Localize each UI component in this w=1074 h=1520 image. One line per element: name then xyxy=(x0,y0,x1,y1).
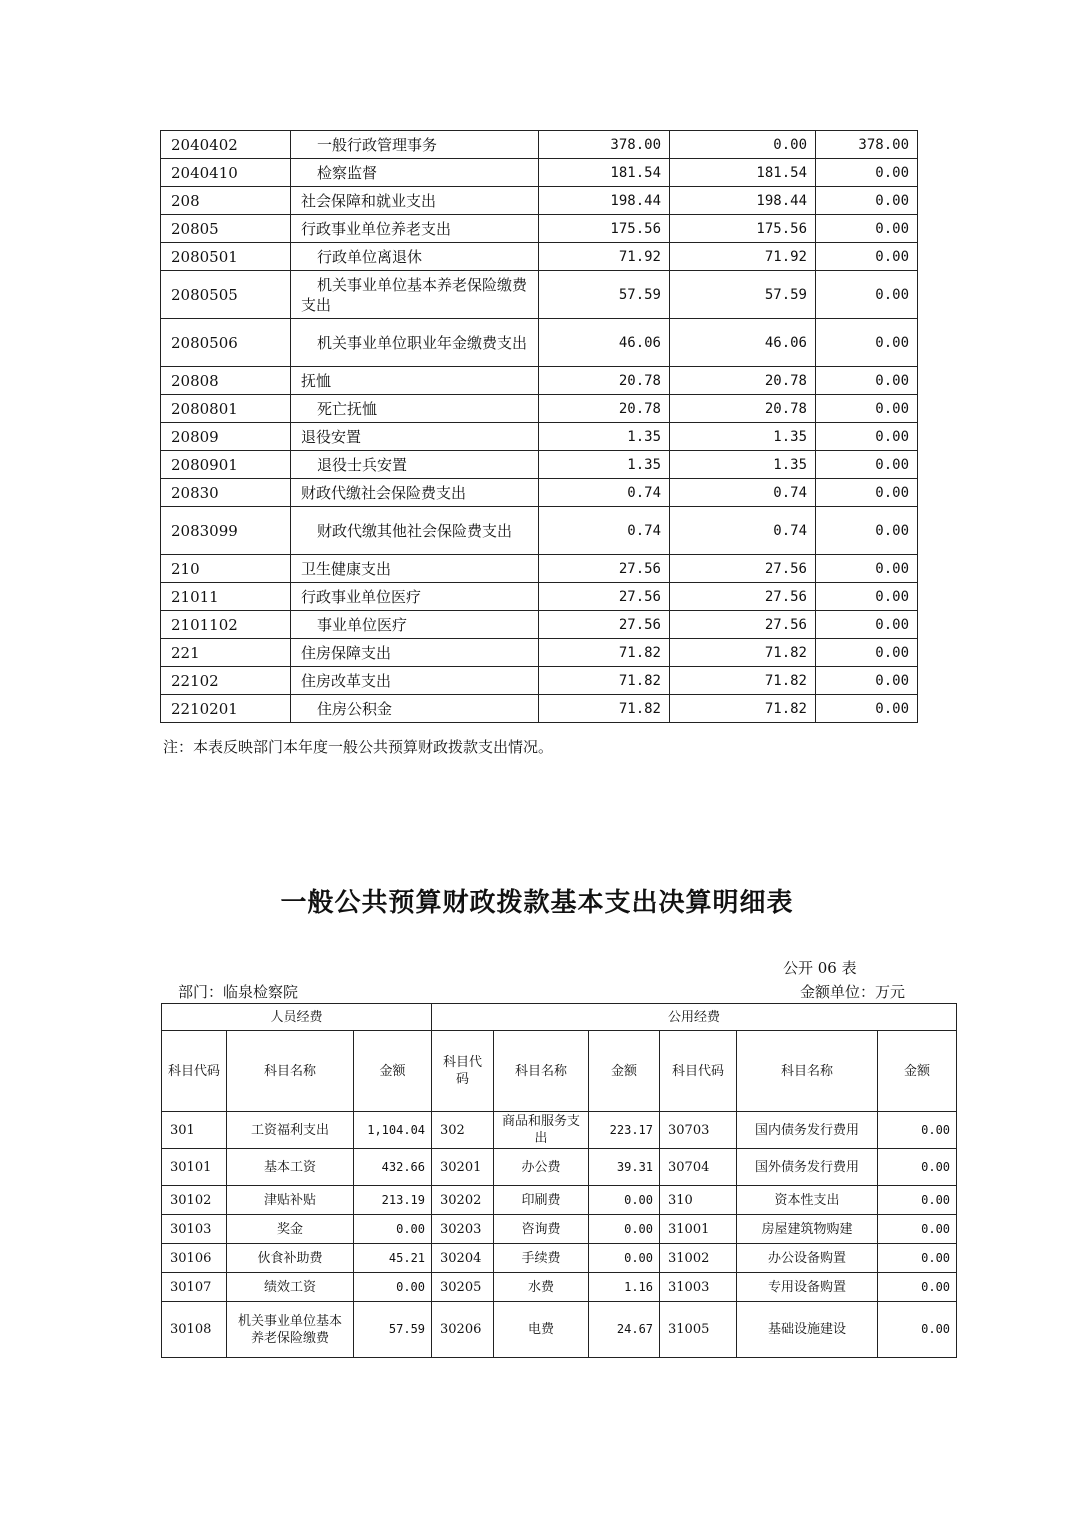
expenditure-table xyxy=(160,130,918,723)
table-row xyxy=(161,667,918,695)
row-basic: 57.59 xyxy=(670,271,816,319)
row-name: 退役安置 xyxy=(291,423,539,451)
department-label: 部门：临泉检察院 xyxy=(178,983,299,1001)
row-name: 行政事业单位医疗 xyxy=(291,583,539,611)
row-project: 378.00 xyxy=(816,131,918,159)
row-basic: 175.56 xyxy=(670,215,816,243)
row-name: 死亡抚恤 xyxy=(291,395,539,423)
row-project: 0.00 xyxy=(816,159,918,187)
row-basic: 71.92 xyxy=(670,243,816,271)
row-basic: 27.56 xyxy=(670,583,816,611)
public-code: 30201 xyxy=(432,1149,494,1186)
header-code: 科目代码 xyxy=(432,1031,494,1112)
row-total: 378.00 xyxy=(539,131,670,159)
table-row xyxy=(161,243,918,271)
row-name: 住房改革支出 xyxy=(291,667,539,695)
row-project: 0.00 xyxy=(816,667,918,695)
row-code: 20805 xyxy=(161,215,291,243)
personnel-code: 30102 xyxy=(162,1186,227,1215)
row-project: 0.00 xyxy=(816,271,918,319)
table-row xyxy=(162,1244,957,1273)
row-project: 0.00 xyxy=(816,451,918,479)
personnel-name: 绩效工资 xyxy=(227,1273,354,1302)
row-basic: 0.74 xyxy=(670,479,816,507)
row-code: 2040402 xyxy=(161,131,291,159)
table-row xyxy=(161,187,918,215)
table-row xyxy=(161,451,918,479)
public-amount: 39.31 xyxy=(589,1149,660,1186)
public-code: 30203 xyxy=(432,1215,494,1244)
row-total: 198.44 xyxy=(539,187,670,215)
row-total: 175.56 xyxy=(539,215,670,243)
personnel-name: 机关事业单位基本养老保险缴费 xyxy=(227,1302,354,1358)
table-row xyxy=(161,215,918,243)
row-code: 2210201 xyxy=(161,695,291,723)
row-code: 2101102 xyxy=(161,611,291,639)
row-basic: 20.78 xyxy=(670,395,816,423)
row-total: 27.56 xyxy=(539,555,670,583)
row-name: 行政单位离退休 xyxy=(291,243,539,271)
row-project: 0.00 xyxy=(816,367,918,395)
table-row xyxy=(161,367,918,395)
personnel-name: 伙食补助费 xyxy=(227,1244,354,1273)
personnel-code: 30101 xyxy=(162,1149,227,1186)
capital-code: 30703 xyxy=(660,1112,737,1149)
row-total: 71.82 xyxy=(539,639,670,667)
table-row xyxy=(162,1273,957,1302)
capital-code: 31002 xyxy=(660,1244,737,1273)
row-code: 221 xyxy=(161,639,291,667)
row-total: 27.56 xyxy=(539,611,670,639)
personnel-name: 基本工资 xyxy=(227,1149,354,1186)
header-name: 科目名称 xyxy=(494,1031,589,1112)
row-project: 0.00 xyxy=(816,319,918,367)
capital-code: 31003 xyxy=(660,1273,737,1302)
row-project: 0.00 xyxy=(816,583,918,611)
row-total: 71.82 xyxy=(539,695,670,723)
capital-amount: 0.00 xyxy=(878,1149,957,1186)
personnel-code: 301 xyxy=(162,1112,227,1149)
row-basic: 1.35 xyxy=(670,451,816,479)
row-basic: 71.82 xyxy=(670,667,816,695)
capital-name: 基础设施建设 xyxy=(737,1302,878,1358)
public-amount: 0.00 xyxy=(589,1186,660,1215)
row-code: 2080901 xyxy=(161,451,291,479)
table-row xyxy=(162,1112,957,1149)
personnel-amount: 0.00 xyxy=(354,1273,432,1302)
row-name: 行政事业单位养老支出 xyxy=(291,215,539,243)
table-note: 注：本表反映部门本年度一般公共预算财政拨款支出情况。 xyxy=(163,738,554,756)
personnel-amount: 45.21 xyxy=(354,1244,432,1273)
row-code: 21011 xyxy=(161,583,291,611)
public-code: 302 xyxy=(432,1112,494,1149)
row-project: 0.00 xyxy=(816,243,918,271)
row-total: 181.54 xyxy=(539,159,670,187)
public-amount: 0.00 xyxy=(589,1244,660,1273)
row-name: 机关事业单位基本养老保险缴费支出 xyxy=(291,271,539,319)
personnel-code: 30108 xyxy=(162,1302,227,1358)
row-project: 0.00 xyxy=(816,395,918,423)
table-row xyxy=(161,639,918,667)
capital-name: 房屋建筑物购建 xyxy=(737,1215,878,1244)
header-code: 科目代码 xyxy=(162,1031,227,1112)
row-project: 0.00 xyxy=(816,215,918,243)
table-row xyxy=(162,1186,957,1215)
row-name: 住房公积金 xyxy=(291,695,539,723)
group-personnel-header: 人员经费 xyxy=(162,1004,432,1031)
capital-code: 31001 xyxy=(660,1215,737,1244)
row-code: 20808 xyxy=(161,367,291,395)
personnel-amount: 1,104.04 xyxy=(354,1112,432,1149)
row-code: 20809 xyxy=(161,423,291,451)
row-name: 卫生健康支出 xyxy=(291,555,539,583)
row-name: 财政代缴其他社会保险费支出 xyxy=(291,507,539,555)
row-total: 1.35 xyxy=(539,451,670,479)
row-code: 20830 xyxy=(161,479,291,507)
header-amount: 金额 xyxy=(589,1031,660,1112)
header-name: 科目名称 xyxy=(227,1031,354,1112)
group-public-header: 公用经费 xyxy=(432,1004,957,1031)
row-basic: 181.54 xyxy=(670,159,816,187)
row-total: 27.56 xyxy=(539,583,670,611)
header-code: 科目代码 xyxy=(660,1031,737,1112)
row-name: 检察监督 xyxy=(291,159,539,187)
row-code: 2040410 xyxy=(161,159,291,187)
row-name: 机关事业单位职业年金缴费支出 xyxy=(291,319,539,367)
capital-name: 国外债务发行费用 xyxy=(737,1149,878,1186)
row-code: 2083099 xyxy=(161,507,291,555)
row-basic: 20.78 xyxy=(670,367,816,395)
row-basic: 27.56 xyxy=(670,611,816,639)
table-number: 公开 06 表 xyxy=(783,959,857,977)
public-code: 30206 xyxy=(432,1302,494,1358)
row-code: 210 xyxy=(161,555,291,583)
row-project: 0.00 xyxy=(816,423,918,451)
header-name: 科目名称 xyxy=(737,1031,878,1112)
row-code: 2080505 xyxy=(161,271,291,319)
table-row xyxy=(162,1215,957,1244)
public-name: 办公费 xyxy=(494,1149,589,1186)
row-basic: 46.06 xyxy=(670,319,816,367)
row-name: 退役士兵安置 xyxy=(291,451,539,479)
public-amount: 24.67 xyxy=(589,1302,660,1358)
row-basic: 71.82 xyxy=(670,639,816,667)
public-code: 30205 xyxy=(432,1273,494,1302)
public-code: 30204 xyxy=(432,1244,494,1273)
row-project: 0.00 xyxy=(816,507,918,555)
row-basic: 0.00 xyxy=(670,131,816,159)
row-project: 0.00 xyxy=(816,555,918,583)
capital-code: 30704 xyxy=(660,1149,737,1186)
capital-amount: 0.00 xyxy=(878,1302,957,1358)
row-name: 抚恤 xyxy=(291,367,539,395)
personnel-name: 津贴补贴 xyxy=(227,1186,354,1215)
public-amount: 1.16 xyxy=(589,1273,660,1302)
row-total: 20.78 xyxy=(539,395,670,423)
row-basic: 71.82 xyxy=(670,695,816,723)
personnel-name: 奖金 xyxy=(227,1215,354,1244)
basic-expenditure-detail-table xyxy=(161,1003,957,1358)
row-total: 0.74 xyxy=(539,507,670,555)
table-row xyxy=(161,583,918,611)
row-total: 46.06 xyxy=(539,319,670,367)
row-total: 20.78 xyxy=(539,367,670,395)
capital-amount: 0.00 xyxy=(878,1186,957,1215)
capital-name: 国内债务发行费用 xyxy=(737,1112,878,1149)
personnel-amount: 432.66 xyxy=(354,1149,432,1186)
row-project: 0.00 xyxy=(816,611,918,639)
table-row xyxy=(161,159,918,187)
public-name: 电费 xyxy=(494,1302,589,1358)
header-amount: 金额 xyxy=(354,1031,432,1112)
table-row xyxy=(161,555,918,583)
public-amount: 223.17 xyxy=(589,1112,660,1149)
capital-amount: 0.00 xyxy=(878,1112,957,1149)
row-project: 0.00 xyxy=(816,639,918,667)
row-code: 2080501 xyxy=(161,243,291,271)
unit-label: 金额单位：万元 xyxy=(800,983,906,1001)
table-row xyxy=(161,319,918,367)
row-name: 一般行政管理事务 xyxy=(291,131,539,159)
table-row xyxy=(161,479,918,507)
table-row xyxy=(162,1149,957,1186)
capital-amount: 0.00 xyxy=(878,1215,957,1244)
capital-amount: 0.00 xyxy=(878,1244,957,1273)
row-basic: 1.35 xyxy=(670,423,816,451)
capital-name: 办公设备购置 xyxy=(737,1244,878,1273)
personnel-name: 工资福利支出 xyxy=(227,1112,354,1149)
row-basic: 27.56 xyxy=(670,555,816,583)
header-amount: 金额 xyxy=(878,1031,957,1112)
row-total: 57.59 xyxy=(539,271,670,319)
table-row xyxy=(161,395,918,423)
table-row xyxy=(161,131,918,159)
row-name: 事业单位医疗 xyxy=(291,611,539,639)
personnel-code: 30107 xyxy=(162,1273,227,1302)
capital-amount: 0.00 xyxy=(878,1273,957,1302)
row-code: 2080801 xyxy=(161,395,291,423)
table-row xyxy=(161,695,918,723)
public-amount: 0.00 xyxy=(589,1215,660,1244)
table-row xyxy=(161,507,918,555)
public-name: 手续费 xyxy=(494,1244,589,1273)
capital-name: 专用设备购置 xyxy=(737,1273,878,1302)
row-total: 0.74 xyxy=(539,479,670,507)
capital-code: 310 xyxy=(660,1186,737,1215)
row-total: 71.82 xyxy=(539,667,670,695)
public-name: 商品和服务支出 xyxy=(494,1112,589,1149)
row-name: 社会保障和就业支出 xyxy=(291,187,539,215)
public-name: 咨询费 xyxy=(494,1215,589,1244)
personnel-code: 30103 xyxy=(162,1215,227,1244)
table-row xyxy=(162,1302,957,1358)
row-project: 0.00 xyxy=(816,187,918,215)
personnel-code: 30106 xyxy=(162,1244,227,1273)
row-total: 71.92 xyxy=(539,243,670,271)
public-name: 水费 xyxy=(494,1273,589,1302)
personnel-amount: 57.59 xyxy=(354,1302,432,1358)
row-total: 1.35 xyxy=(539,423,670,451)
row-code: 2080506 xyxy=(161,319,291,367)
public-code: 30202 xyxy=(432,1186,494,1215)
page-title: 一般公共预算财政拨款基本支出决算明细表 xyxy=(280,888,794,918)
row-basic: 198.44 xyxy=(670,187,816,215)
personnel-amount: 213.19 xyxy=(354,1186,432,1215)
capital-name: 资本性支出 xyxy=(737,1186,878,1215)
table-row xyxy=(161,423,918,451)
table-row xyxy=(161,611,918,639)
row-code: 208 xyxy=(161,187,291,215)
row-basic: 0.74 xyxy=(670,507,816,555)
table-row xyxy=(161,271,918,319)
row-name: 财政代缴社会保险费支出 xyxy=(291,479,539,507)
public-name: 印刷费 xyxy=(494,1186,589,1215)
capital-code: 31005 xyxy=(660,1302,737,1358)
row-code: 22102 xyxy=(161,667,291,695)
row-name: 住房保障支出 xyxy=(291,639,539,667)
column-header-row xyxy=(162,1031,957,1112)
personnel-amount: 0.00 xyxy=(354,1215,432,1244)
row-project: 0.00 xyxy=(816,479,918,507)
row-project: 0.00 xyxy=(816,695,918,723)
group-header-row xyxy=(162,1004,957,1031)
